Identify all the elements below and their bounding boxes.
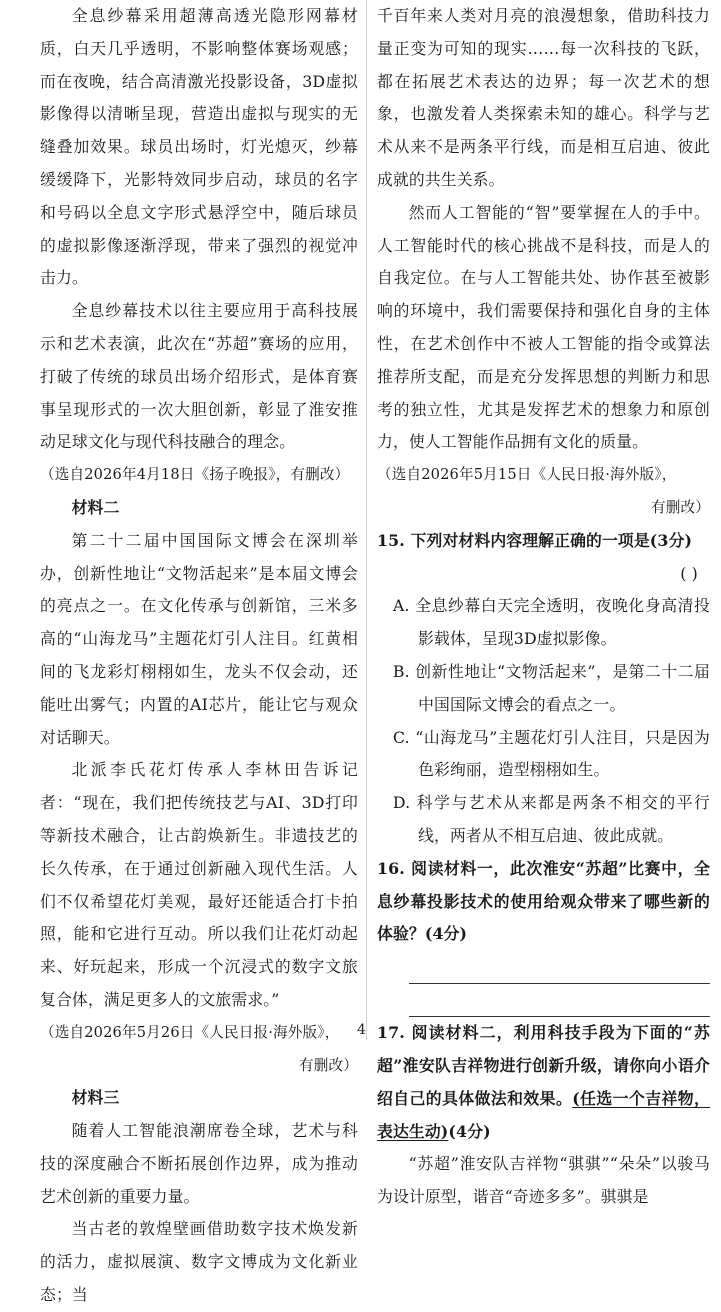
- material3-heading: 材料三: [71, 1088, 120, 1108]
- question-15-text: 下列对材料内容理解正确的一项是(3分): [410, 530, 693, 550]
- material1-source: （选自2026年4月18日《扬子晚报》，有删改）: [40, 466, 350, 484]
- question-16: [377, 853, 710, 951]
- material2-source-cont: 有删改）: [299, 1056, 358, 1074]
- material1-paragraph-1: 全息纱幕采用超薄高透光隐形网幕材质，白天几乎透明，不影响整体赛场观感；而在夜晚，结合高清激光投影设备，3D虚拟影像得以清晰呈现，营造出虚拟与现实的无缝叠加效果。球员出场时，灯光熄灭，纱幕缓缓降下，光影特效同步启动，球员的名字和号码以全息文字形式悬浮空中，随后球员的虚拟影像逐渐浮现，带来了强烈的视觉冲击力。: [40, 6, 358, 288]
- material3-source: （选自2026年5月15日《人民日报·海外版》，: [377, 466, 677, 484]
- question-17-text: 阅读材料二，利用科技手段为下面的“苏超”淮安队吉祥物进行创新升级，请你向小语介绍自己的具体做法和效果。: [377, 1023, 710, 1108]
- material3-paragraph-1: 随着人工智能浪潮席卷全球，艺术与科技的深度融合不断拓展创作边界，成为推动艺术创新的重要力量。: [40, 1121, 358, 1206]
- option-d: D. 科学与艺术从来都是两条不相交的平行线，两者从不相互启迪、彼此成就。: [392, 793, 710, 845]
- material3-source-cont: 有删改）: [651, 498, 710, 516]
- option-c: C. “山海龙马”主题花灯引人注目，只是因为色彩绚丽，造型栩栩如生。: [392, 727, 710, 780]
- question-15-answer-blank[interactable]: ( ): [680, 563, 698, 583]
- question-15: [377, 525, 710, 558]
- column-divider: [366, 0, 367, 1040]
- question-17-score: (4分): [448, 1121, 491, 1141]
- question-17: [377, 1017, 710, 1148]
- question-17-number: 17.: [377, 1023, 405, 1043]
- page-number: 4: [357, 1022, 366, 1038]
- material2-heading: 材料二: [71, 497, 120, 517]
- option-a: A. 全息纱幕白天完全透明，夜晚化身高清投影载体，呈现3D虚拟影像。: [392, 596, 710, 649]
- question-15-number: 15.: [377, 530, 405, 550]
- question-16-answer-line-1[interactable]: [409, 951, 710, 984]
- material3-paragraph-2: 当古老的敦煌壁画借助数字技术焕发新的活力，虚拟展演、数字文博成为文化新业态；当: [40, 1219, 358, 1305]
- question-16-answer-line-2[interactable]: [409, 984, 710, 1017]
- material1-paragraph-2: 全息纱幕技术以往主要应用于高科技展示和艺术表演，此次在“苏超”赛场的应用，打破了传统的球员出场介绍形式，是体育赛事呈现形式的一次大胆创新，彰显了淮安推动足球文化与现代科技融合的理念。: [40, 301, 358, 452]
- question-16-text: 阅读材料一，此次淮安“苏超”比赛中，全息纱幕投影技术的使用给观众带来了哪些新的体验？(4分): [377, 858, 710, 944]
- material2-paragraph-1: 第二十二届中国国际文博会在深圳举办，创新性地让“文物活起来”是本届文博会的亮点之一。在文化传承与创新馆，三米多高的“山海龙马”主题花灯引人注目。红黄相间的飞龙彩灯栩栩如生，龙头不仅会动，还能吐出雾气；内置的AI芯片，能让它与观众对话聊天。: [40, 530, 358, 747]
- material3-paragraph-4: 然而人工智能的“智”要掌握在人的手中。人工智能时代的核心挑战不是科技，而是人的自我定位。在与人工智能共处、协作甚至被影响的环境中，我们需要保持和强化自身的主体性，在艺术创作中不被人工智能的指令或算法推荐所支配，而是充分发挥思想的判断力和思考的独立性，尤其是发挥艺术的想象力和原创力，使人工智能作品拥有文化的质量。: [377, 202, 710, 452]
- question-16-number: 16.: [377, 858, 405, 878]
- material2-source: （选自2026年5月26日《人民日报·海外版》，: [40, 1023, 340, 1041]
- material2-paragraph-2: 北派李氏花灯传承人李林田告诉记者：“现在，我们把传统技艺与AI、3D打印等新技术融合，让古韵焕新生。非遗技艺的长久传承，在于通过创新融入现代生活。人们不仅希望花灯美观，最好还能适合打卡拍照，能和它进行互动。所以我们让花灯动起来、好玩起来，形成一个沉浸式的数字文旅复合体，满足更多人的文旅需求。”: [40, 760, 358, 1009]
- option-b: B. 创新性地让“文物活起来”，是第二十二届中国国际文博会的看点之一。: [392, 661, 710, 714]
- material3-paragraph-3: 千百年来人类对月亮的浪漫想象，借助科技力量正变为可知的现实……每一次科技的飞跃，都在拓展艺术表达的边界；每一次艺术的想象，也激发着人类探索未知的雄心。科学与艺术从来不是两条平行线，而是相互启迪、彼此成就的共生关系。: [377, 6, 710, 189]
- left-column: [40, 0, 358, 1312]
- mascot-description: “苏超”淮安队吉祥物“骐骐”“朵朵”以骏马为设计原型，谐音“奇迹多多”。骐骐是: [377, 1154, 710, 1207]
- question-17-requirement: (任选一个吉祥物，表达生动): [377, 1088, 710, 1141]
- right-column: [377, 0, 710, 1214]
